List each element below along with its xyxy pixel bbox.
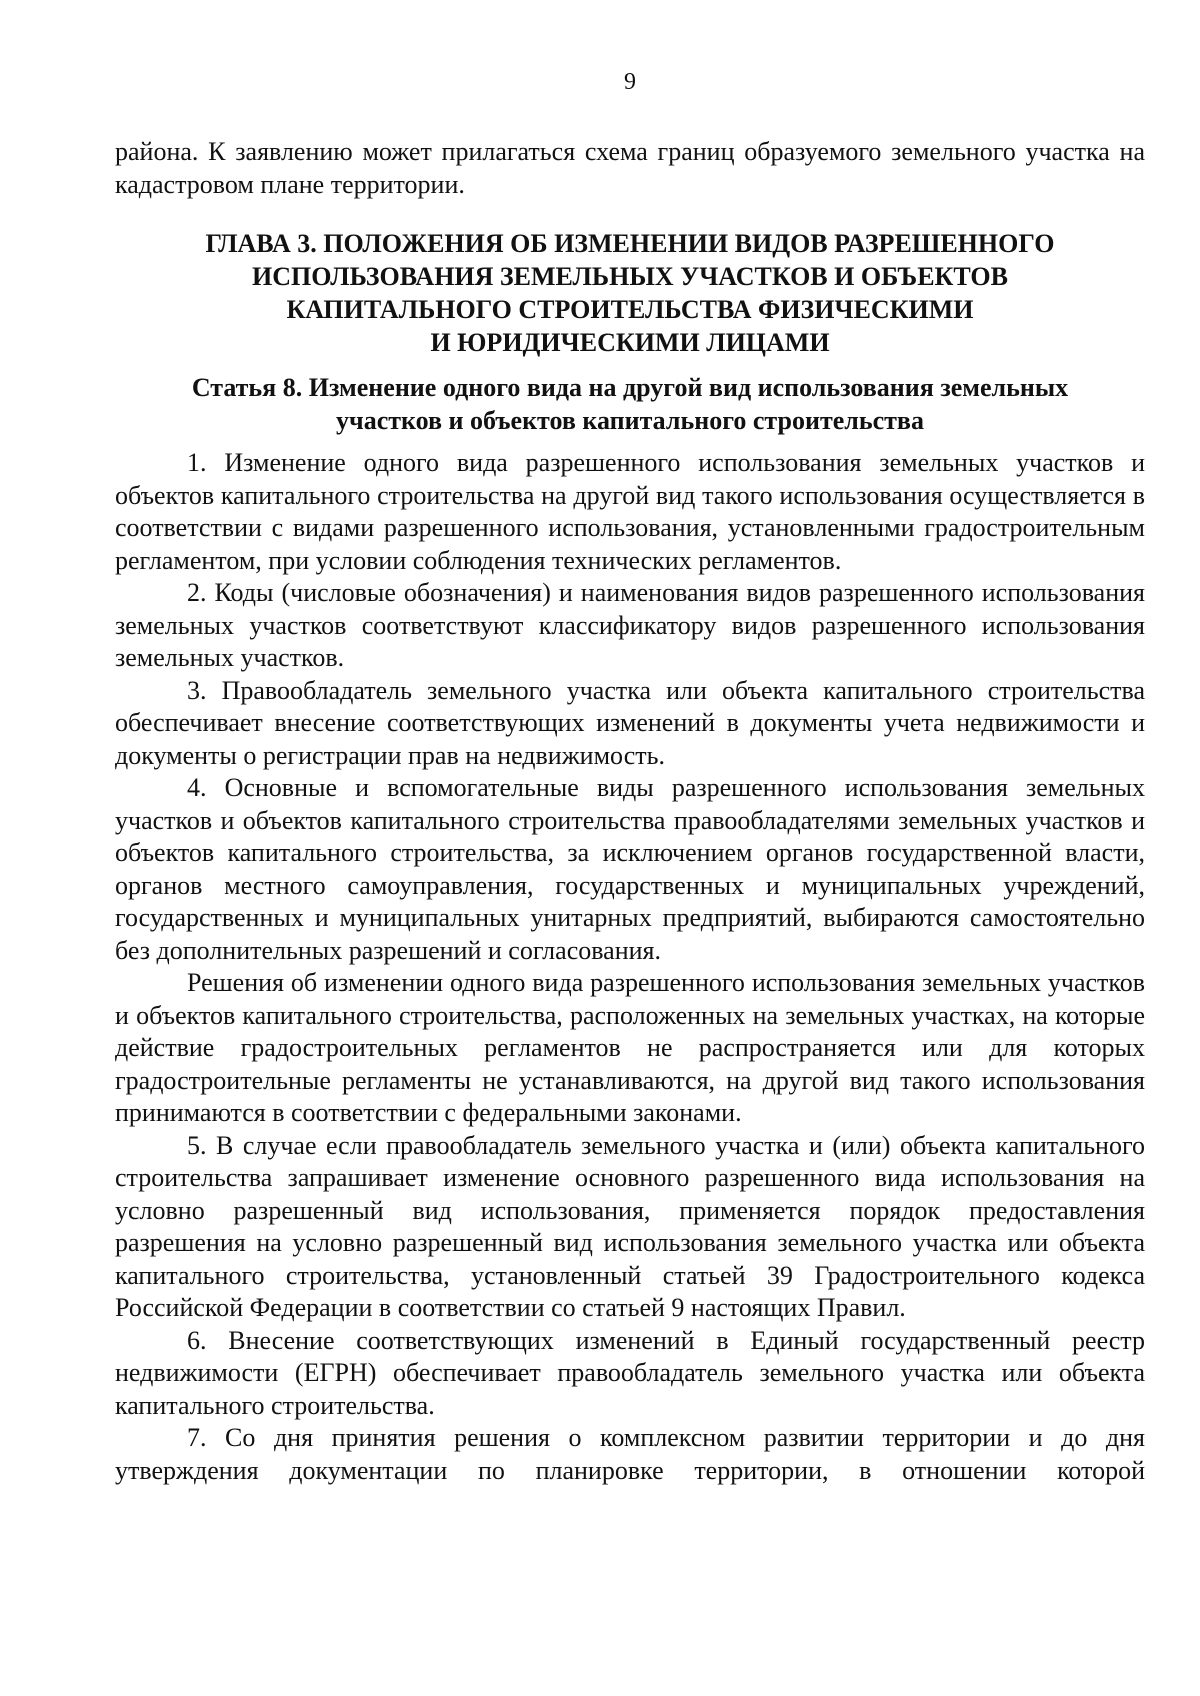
chapter-heading-line: КАПИТАЛЬНОГО СТРОИТЕЛЬСТВА ФИЗИЧЕСКИМИ <box>286 295 974 324</box>
document-page <box>115 66 1145 1487</box>
paragraph-2: 2. Коды (числовые обозначения) и наименования видов разрешенного использования земельных участков соответствуют классификатору видов разрешенного использования земельных участков. <box>115 578 1145 672</box>
chapter-heading-line: ГЛАВА 3. ПОЛОЖЕНИЯ ОБ ИЗМЕНЕНИИ ВИДОВ РАЗРЕШЕННОГО <box>205 229 1055 258</box>
article-heading-line: Статья 8. Изменение одного вида на другой вид использования земельных <box>191 373 1069 402</box>
paragraph-3: 3. Правообладатель земельного участка или объекта капитального строительства обеспечивает внесение соответствующих изменений в документы учета недвижимости и документы о регистрации прав на недвижимость. <box>115 675 1145 770</box>
article-heading-line: участков и объектов капитального строительства <box>336 406 924 435</box>
article-heading <box>115 371 1145 437</box>
paragraph-7: 7. Со дня принятия решения о комплексном развитии территории и до дня утверждения документации по планировке территории, в отношении которой <box>115 1423 1145 1485</box>
intro-paragraph: района. К заявлению может прилагаться схема границ образуемого земельного участка на кадастровом плане территории. <box>115 137 1145 199</box>
chapter-heading-line: ИСПОЛЬЗОВАНИЯ ЗЕМЕЛЬНЫХ УЧАСТКОВ И ОБЪЕКТОВ <box>252 262 1008 291</box>
paragraph-5: 5. В случае если правообладатель земельного участка и (или) объекта капитального строительства запрашивает изменение основного разрешенного вида использования на условно разрешенный вид использования, применяется порядок предоставления разрешения на условно разрешенный вид использования земельного участка или объекта капитального строительства, установленный статьей 39 Градостроительного кодекса Российской Федерации в соответствии со статьей 9 настоящих Правил. <box>115 1130 1145 1322</box>
page-number: 9 <box>624 69 636 95</box>
paragraph-6: 6. Внесение соответствующих изменений в Единый государственный реестр недвижимости (ЕГРН) обеспечивает правообладатель земельного участка или объекта капитального строительства. <box>115 1325 1145 1420</box>
paragraph-4: 4. Основные и вспомогательные виды разрешенного использования земельных участков и объектов капитального строительства правообладателями земельных участков и объектов капитального строительства, за исключением органов государственной власти, органов местного самоуправления, государственных и муниципальных учреждений, государственных и муниципальных унитарных предприятий, выбираются самостоятельно без дополнительных разрешений и согласования. <box>115 773 1145 965</box>
paragraph-1: 1. Изменение одного вида разрешенного использования земельных участков и объектов капитального строительства на другой вид такого использования осуществляется в соответствии с видами разрешенного использования, установленными градостроительным регламентом, при условии соблюдения технических регламентов. <box>115 448 1145 575</box>
paragraph-4-continuation: Решения об изменении одного вида разрешенного использования земельных участков и объектов капитального строительства, расположенных на земельных участках, на которые действие градостроительных регламентов не распространяется или для которых градостроительные регламенты не устанавливаются, на другой вид такого использования принимаются в соответствии с федеральными законами. <box>115 968 1145 1127</box>
chapter-heading-line: И ЮРИДИЧЕСКИМИ ЛИЦАМИ <box>430 328 830 357</box>
chapter-heading <box>115 227 1145 359</box>
